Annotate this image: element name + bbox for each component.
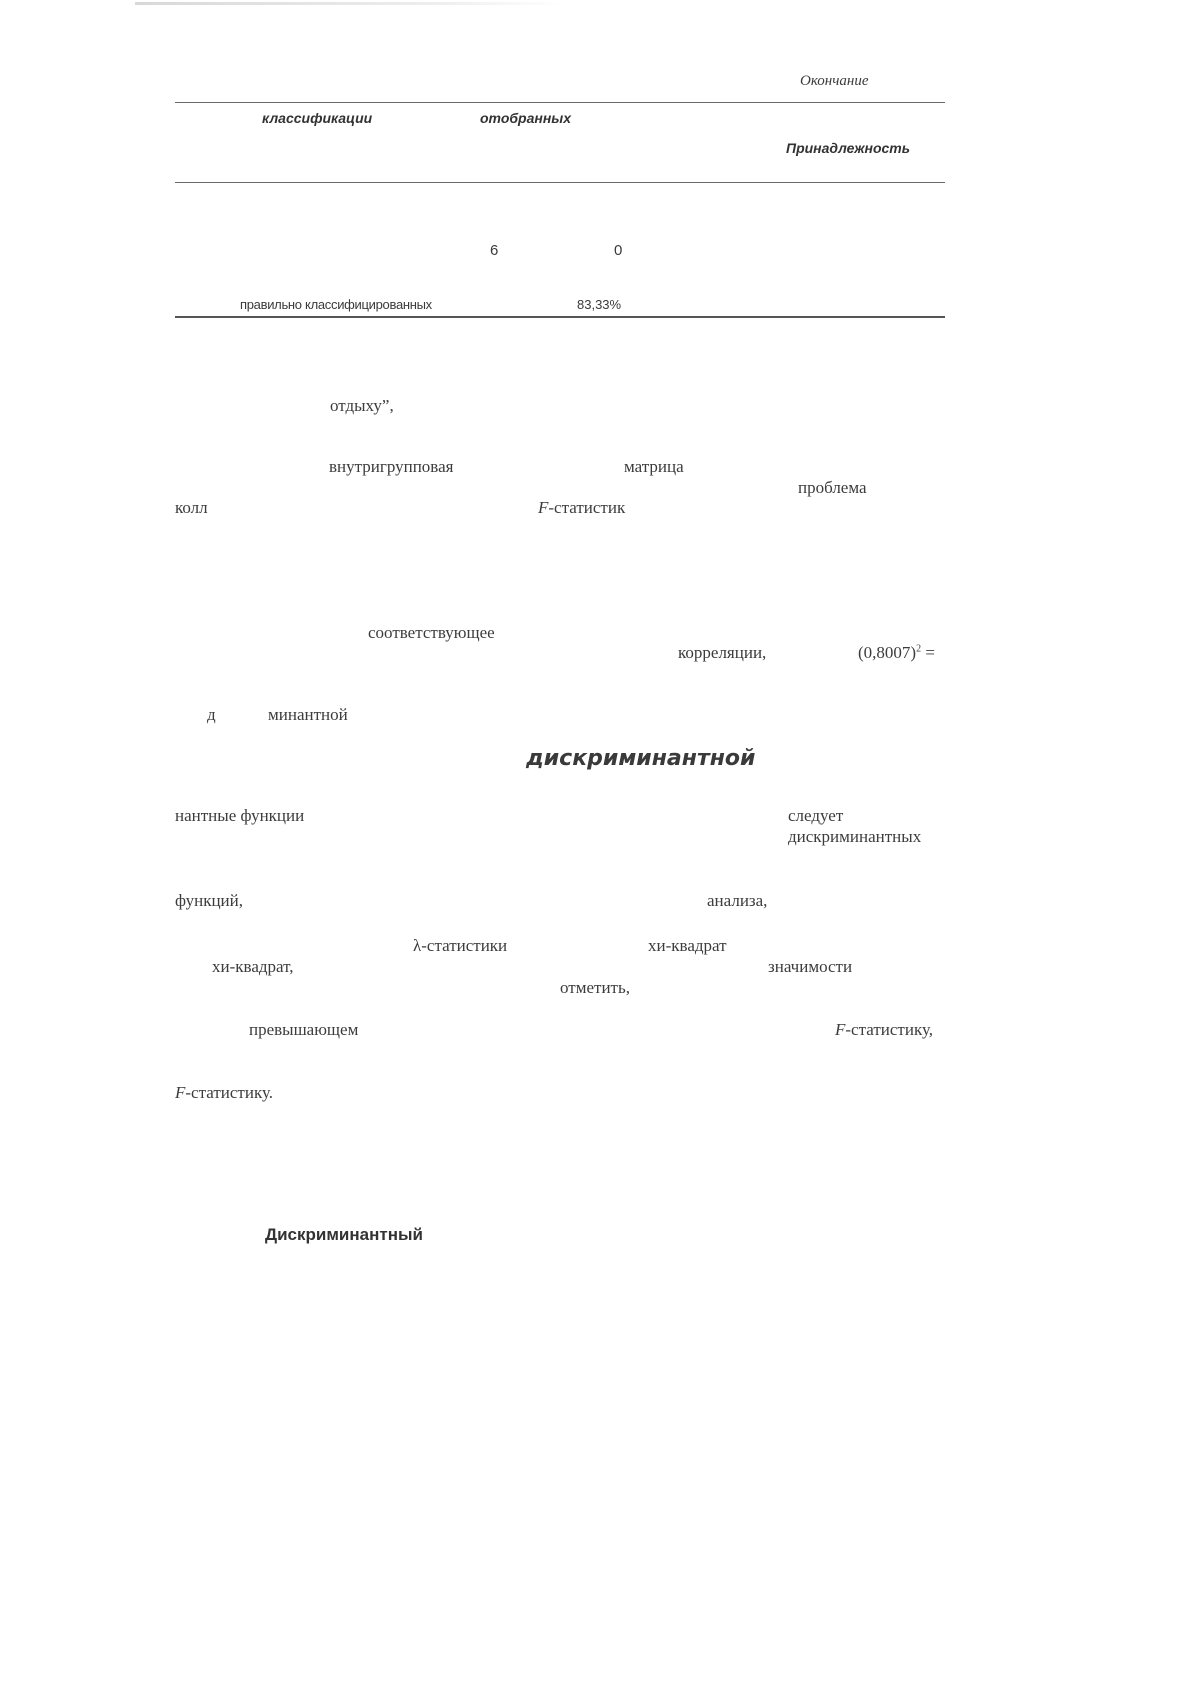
text-znachimosti: значимости [768, 957, 853, 976]
text-problema: проблема [798, 478, 867, 497]
text-korrelyatsii: корреляции, [678, 643, 767, 662]
text-formula [858, 644, 935, 661]
table-header-membership: Принадлежность [786, 140, 911, 156]
text-koll: колл [175, 498, 208, 517]
table-cell-value-b: 0 [614, 242, 623, 259]
text-f-suffix-2: -статистику, [845, 1020, 934, 1039]
text-f-statistik [538, 499, 625, 516]
table-top-rule [175, 102, 945, 103]
formula-base: (0,8007) [858, 643, 917, 662]
table-header-classification: классификации [262, 110, 373, 126]
text-funktsiy: функций, [175, 891, 243, 910]
text-f-suffix: -статистик [548, 498, 626, 517]
subsection-heading: Дискриминантный [265, 1225, 423, 1244]
text-matritsa: матрица [624, 457, 684, 476]
text-sootvetstvuyushchee: соответствующее [368, 623, 495, 642]
table-bottom-rule [175, 316, 945, 318]
text-f-suffix-3: -статистику. [185, 1083, 274, 1102]
section-heading: дискриминантной [526, 746, 756, 771]
text-nantnye-funktsii: нантные функции [175, 806, 305, 825]
text-diskriminantnykh: дискриминантных [788, 827, 922, 846]
scan-edge-shadow [135, 2, 565, 5]
text-f-statistiku-comma [835, 1021, 933, 1038]
text-khi-kvadrat-1: хи-квадрат [648, 936, 727, 955]
text-otmetit: отметить, [560, 978, 630, 997]
formula-exponent: 2 [916, 643, 922, 655]
text-otdykhu: отдыху”, [330, 396, 394, 415]
text-analiza: анализа, [707, 891, 768, 910]
text-f-letter-2: F [835, 1020, 846, 1039]
text-prevyshayushchem: превышающем [249, 1020, 359, 1039]
text-lambda-statistiki: λ-статистики [413, 936, 508, 955]
text-sleduet: следует [788, 806, 844, 825]
text-minantnoy: минантной [268, 705, 348, 724]
text-f-letter: F [538, 498, 549, 517]
table-caption: Окончание [800, 73, 869, 89]
text-f-letter-3: F [175, 1083, 186, 1102]
table-cell-value-a: 6 [490, 242, 499, 259]
table-header-selected: отобранных [480, 110, 572, 126]
text-d: д [207, 705, 216, 724]
text-khi-kvadrat-2: хи-квадрат, [212, 957, 294, 976]
text-vnutrigruppovaya: внутригрупповая [329, 457, 454, 476]
table-footer-value: 83,33% [577, 297, 622, 312]
table-footer-label: правильно классифицированных [240, 297, 432, 312]
text-f-statistiku-dot [175, 1084, 273, 1101]
table-header-rule [175, 182, 945, 183]
formula-tail: = [921, 643, 935, 662]
